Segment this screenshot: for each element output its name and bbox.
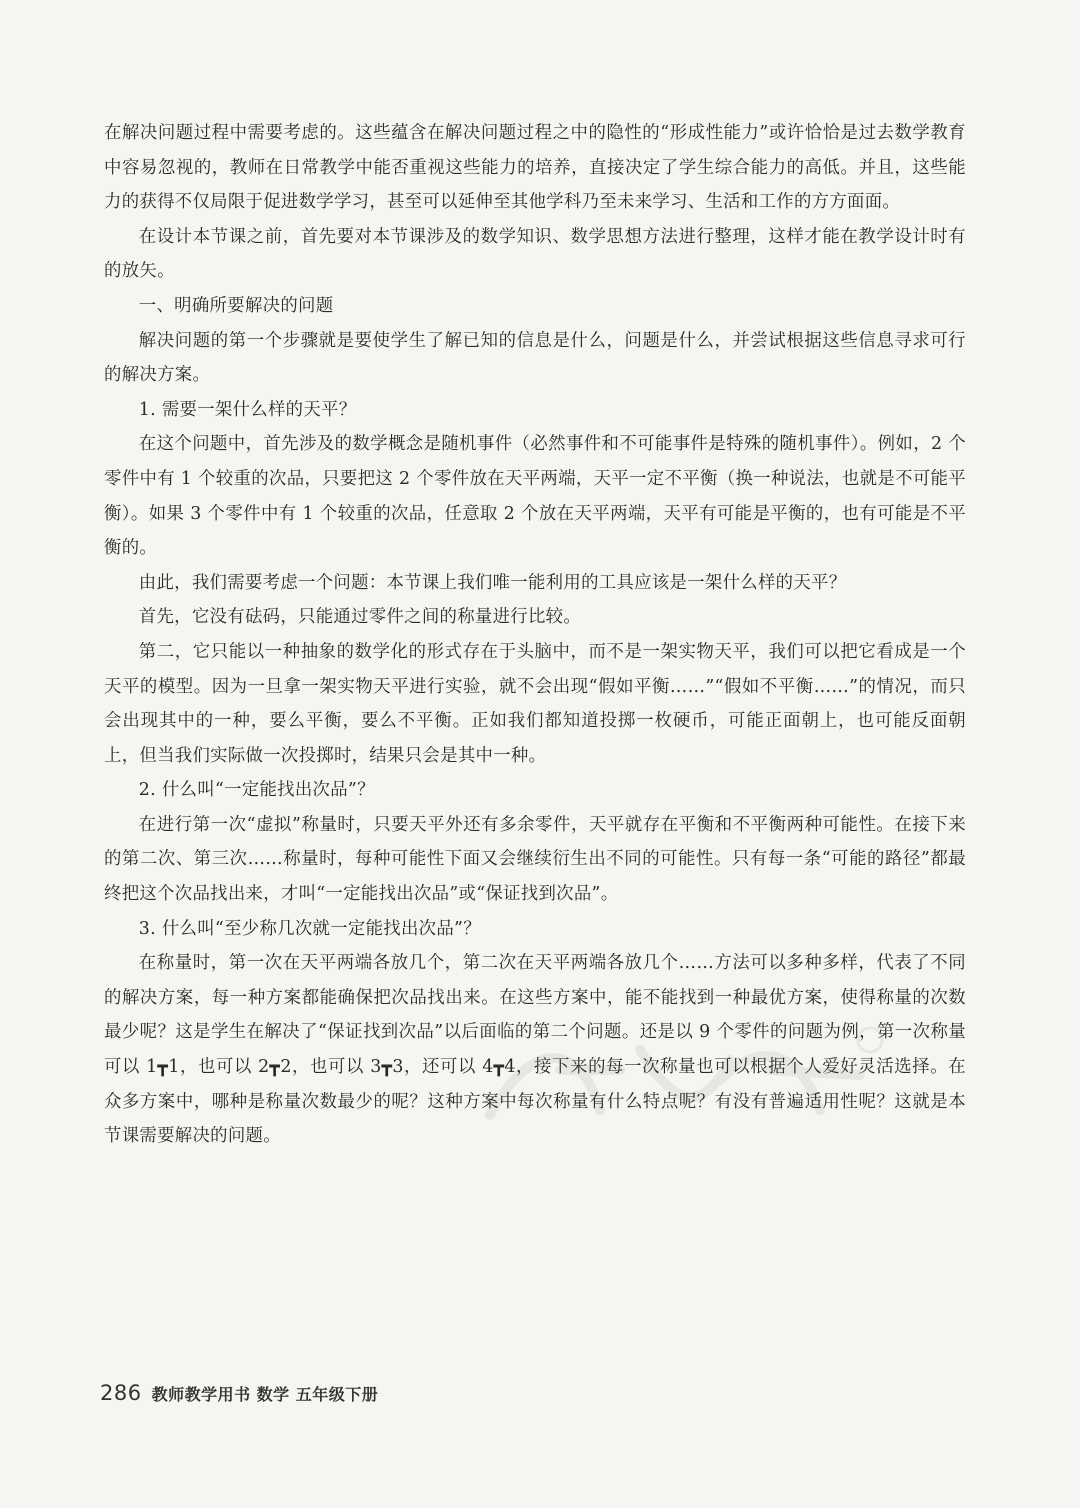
body-text	[104, 116, 966, 1154]
paragraph-3: 解决问题的第一个步骤就是要使学生了解已知的信息是什么，问题是什么，并尝试根据这些信息寻求可行的解决方案。	[104, 330, 966, 386]
paragraph-8: 在进行第一次“虚拟”称量时，只要天平外还有多余零件，天平就存在平衡和不平衡两种可能性。在接下来的第二次、第三次……称量时，每种可能性下面又会继续衍生出不同的可能性。只有每一条“可能的路径”都最终把这个次品找出来，才叫“一定能找出次品”或“保证找到次品”。	[104, 814, 966, 905]
paragraph-1: 在解决问题过程中需要考虑的。这些蕴含在解决问题过程之中的隐性的“形成性能力”或许恰恰是过去数学教育中容易忽视的，教师在日常教学中能否重视这些能力的培养，直接决定了学生综合能力的高低。并且，这些能力的获得不仅局限于促进数学学习，甚至可以延伸至其他学科乃至未来学习、生活和工作的方方面面。	[104, 123, 966, 213]
page-footer	[100, 1381, 378, 1405]
paragraph-5: 由此，我们需要考虑一个问题：本节课上我们唯一能利用的工具应该是一架什么样的天平？	[138, 572, 847, 593]
question-1-heading: 1. 需要一架什么样的天平？	[138, 399, 357, 420]
paragraph-4: 在这个问题中，首先涉及的数学概念是随机事件（必然事件和不可能事件是特殊的随机事件）。例如，2 个零件中有 1 个较重的次品，只要把这 2 个零件放在天平两端，天平一定不平衡（换一种说法，也就是不可能平衡）。如果 3 个零件中有 1 个较重的次品，任意取 2 个放在天平两端，天平有可能是平衡的，也有可能是不平衡的。	[104, 434, 966, 559]
question-3-heading: 3. 什么叫“至少称几次就一定能找出次品”？	[138, 918, 481, 939]
paragraph-6: 首先，它没有砝码，只能通过零件之间的称量进行比较。	[138, 607, 582, 628]
question-2-heading: 2. 什么叫“一定能找出次品”？	[138, 780, 375, 801]
paragraph-7: 第二，它只能以一种抽象的数学化的形式存在于头脑中，而不是一架实物天平，我们可以把它看成是一个天平的模型。因为一旦拿一架实物天平进行实验，就不会出现“假如平衡……”“假如不平衡……”的情况，而只会出现其中的一种，要么平衡，要么不平衡。正如我们都知道投掷一枚硬币，可能正面朝上，也可能反面朝上，但当我们实际做一次投掷时，结果只会是其中一种。	[104, 641, 966, 766]
page-number: 286	[100, 1381, 142, 1405]
section-heading: 一、明确所要解决的问题	[138, 295, 334, 316]
paragraph-2: 在设计本节课之前，首先要对本节课涉及的数学知识、数学思想方法进行整理，这样才能在教学设计时有的放矢。	[104, 226, 966, 282]
book-title: 教师教学用书 数学 五年级下册	[151, 1385, 379, 1404]
paragraph-9: 在称量时，第一次在天平两端各放几个，第二次在天平两端各放几个……方法可以多种多样，代表了不同的解决方案，每一种方案都能确保把次品找出来。在这些方案中，能不能找到一种最优方案，使得称量的次数最少呢？这是学生在解决了“保证找到次品”以后面临的第二个问题。还是以 9 个零件的问题为例，第一次称量可以 1┳1，也可以 2┳2，也可以 3┳3，还可以 4┳4，接下来的每一次称量也可以根据个人爱好灵活选择。在众多方案中，哪种是称量次数最少的呢？这种方案中每次称量有什么特点呢？有没有普遍适用性呢？这就是本节课需要解决的问题。	[104, 953, 966, 1147]
